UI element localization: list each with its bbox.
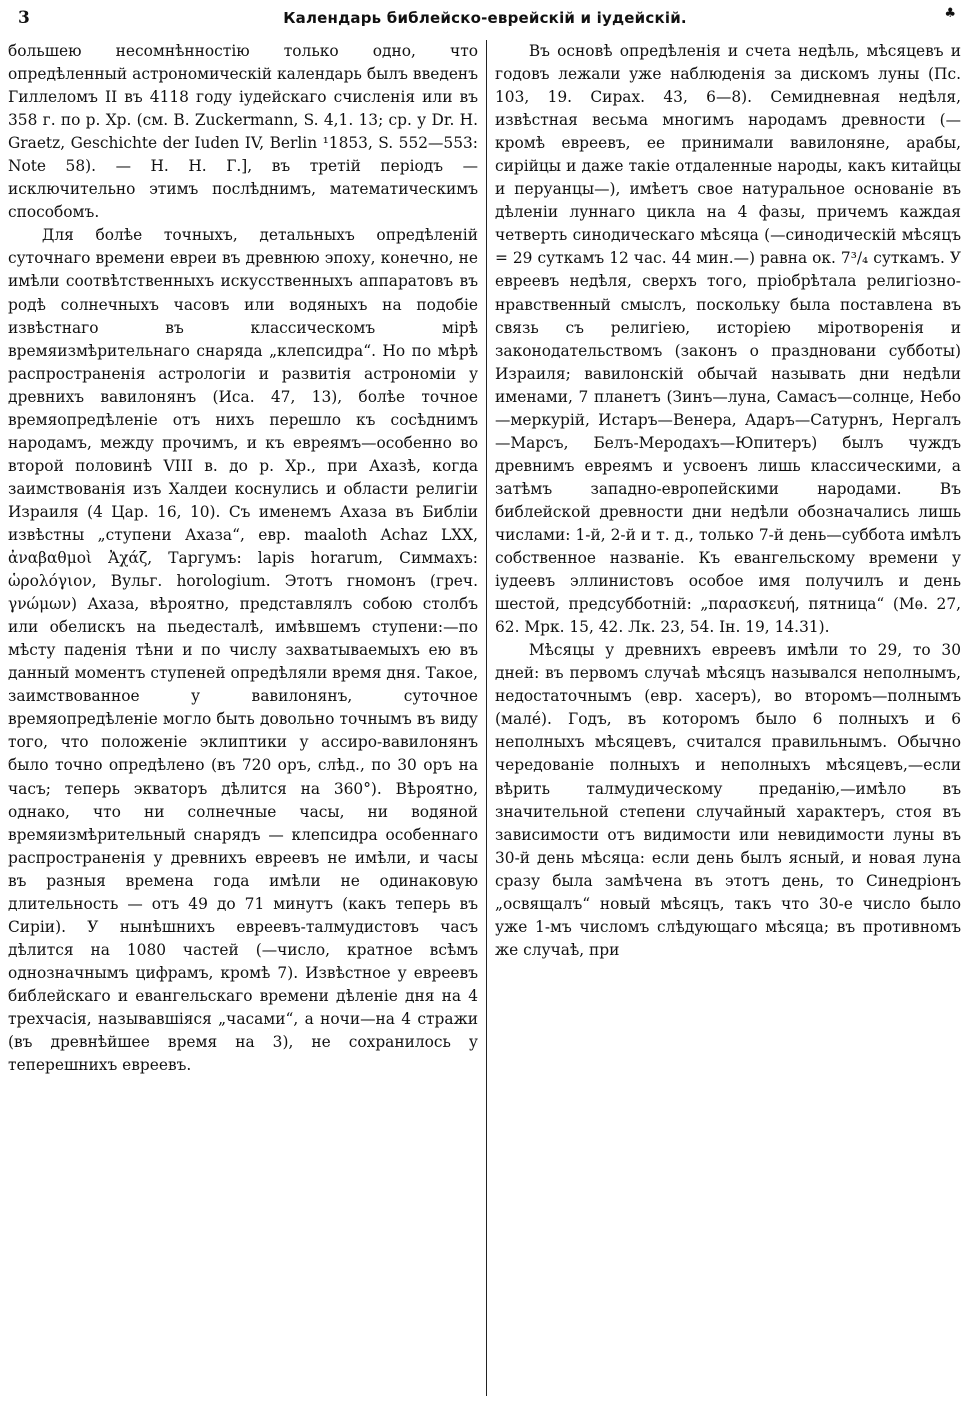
right-column [495, 40, 961, 962]
left-column [8, 40, 478, 1077]
paragraph: Для болѣе точныхъ, детальныхъ опредѣленій суточнаго времени евреи въ древнюю эпоху, конечно, не имѣли соотвѣтственныхъ искусственныхъ аппаратовъ въ родѣ солнечныхъ часовъ или водяныхъ на подобіе извѣстнаго въ классическомъ мірѣ времяизмѣрительнаго снаряда „клепсидра“. Но по мѣрѣ распространенія астрологіи и развитія астрономіи у древнихъ вавилонянъ (Иса. 47, 13), болѣе точное времяопредѣленіе отъ нихъ перешло къ сосѣднимъ народамъ, между прочимъ, и къ евреямъ—особенно во второй половинѣ VIII в. до р. Хр., при Ахазѣ, когда заимствованія изъ Халдеи коснулись и области религіи Израиля (4 Цар. 16, 10). Съ именемъ Ахаза въ Библіи извѣстны „ступени Ахаза“, евр. maaloth Achaz LXX, ἀναβαθμοὶ Ἀχάζ, Таргумъ: lapis horarum, Симмахъ: ὡρολόγιον, Вульг. horologium. Этотъ гномонъ (греч. γνώμων) Ахаза, вѣроятно, представлялъ собою столбъ или обелискъ на пьедесталѣ, имѣвшемъ ступени:—по мѣсту паденія тѣни и по числу захватываемыхъ ею въ данный моментъ ступеней опредѣляли время дня. Такое, заимствованное у вавилонянъ, суточное времяопредѣленіе могло быть довольно точнымъ въ виду того, что положеніе эклиптики у ассиро-вавилонянъ было точно опредѣлено (въ 720 оръ, слѣд., по 30 оръ на часъ; теперь экваторъ дѣлится на 360°). Вѣроятно, однако, что ни солнечные часы, ни водяной времяизмѣрительный снарядъ — клепсидра особеннаго распространенія у древнихъ евреевъ не имѣли, и часы въ разныя времена года имѣли не одинаковую длительность — отъ 49 до 71 минутъ (какъ теперь въ Сиріи). У нынѣшнихъ евреевъ-талмудистовъ часъ дѣлится на 1080 частей (—число, кратное всѣмъ однозначнымъ цифрамъ, кромѣ 7). Извѣстное у евреевъ библейскаго и евангельскаго времени дѣленіе дня на 4 трехчасія, называвшіяся „часами“, а ночи—на 4 стражи (въ древнѣйшее время на 3), не сохранилось у теперешнихъ евреевъ. [8, 226, 478, 1075]
paragraph: Въ основѣ опредѣленія и счета недѣль, мѣсяцевъ и годовъ лежали уже наблюденія за дискомъ луны (Пс. 103, 19. Сирах. 43, 6—8). Семидневная недѣля, извѣстная весьма многимъ народамъ древности (—кромѣ евреевъ, ее принимали вавилоняне, арабы, сирійцы и даже такіе отдаленные народы, какъ китайцы и перуанцы—), имѣетъ свое натуральное основаніе въ дѣленіи луннаго цикла на 4 фазы, причемъ каждая четверть синодическаго мѣсяца (—синодическій мѣсяцъ = 29 суткамъ 12 час. 44 мин.—) равна ок. 7³/₄ суткамъ. У евреевъ недѣля, сверхъ того, пріобрѣтала религіозно-нравственный смыслъ, поскольку была поставлена въ связь съ религіею, исторіею міротворенія и законодательствомъ (законъ о праздновани субботы) Израиля; вавилонскій обычай называть дни недѣли именами, 7 планетъ (Зинъ—луна, Самасъ—солнце, Небо—меркурій, Истаръ—Венера, Адаръ—Сатурнъ, Нергалъ—Марсъ, Белъ-Меродахъ—Юпитеръ) былъ чуждъ древнимъ евреямъ и усвоенъ лишь классическими, а затѣмъ западно-европейскими народами. Въ библейской древности дни недѣли обозначались лишь числами: 1-й, 2-й и т. д., только 7-й день—суббота имѣлъ собственное названіе. Къ евангельскому времени у іудеевъ эллинистовъ особое имя получилъ и день шестой, предсубботній: „παρασκευή, пятница“ (Мѳ. 27, 62. Мрк. 15, 42. Лк. 23, 54. Ін. 19, 14.31). [495, 42, 961, 637]
column-divider [486, 40, 487, 1396]
ornament-mark: ♣ [944, 6, 956, 21]
running-title: Календарь библейско-еврейскій и іудейскій. [283, 9, 687, 27]
page-number: 3 [18, 8, 30, 28]
paragraph: большею несомнѣнностію только одно, что опредѣленный астрономическій календарь былъ введенъ Гиллеломъ II въ 4118 году іудейскаго счисленія или въ 358 г. по р. Хр. (см. B. Zuckermann, S. 4,1. 13; ср. у Dr. H. Graetz, Geschichte der Iuden IV, Berlin ¹1853, S. 552—553: Note 58). — H. H. Г.], въ третій періодъ — исключительно этимъ послѣднимъ, математическимъ способомъ. [8, 42, 478, 222]
paragraph: Мѣсяцы у древнихъ евреевъ имѣли то 29, то 30 дней: въ первомъ случаѣ мѣсяцъ назывался неполнымъ, недостаточнымъ (евр. хасеръ), во второмъ—полнымъ (малé). Годъ, въ которомъ было 6 полныхъ и 6 неполныхъ мѣсяцевъ, считался правильнымъ. Обычно чередованіе полныхъ и неполныхъ мѣсяцевъ,—если вѣрить талмудическому преданію,—имѣло въ значительной степени случайный характеръ, стоя въ зависимости отъ видимости или невидимости луны въ 30-й день мѣсяца: если день былъ ясный, и новая луна сразу была замѣчена въ этотъ день, то Синедріонъ „освящалъ“ новый мѣсяцъ, такъ что 30-е число было уже 1-мъ числомъ слѣдующаго мѣсяца; въ противномъ же случаѣ, при [495, 641, 961, 959]
running-header [10, 6, 960, 30]
